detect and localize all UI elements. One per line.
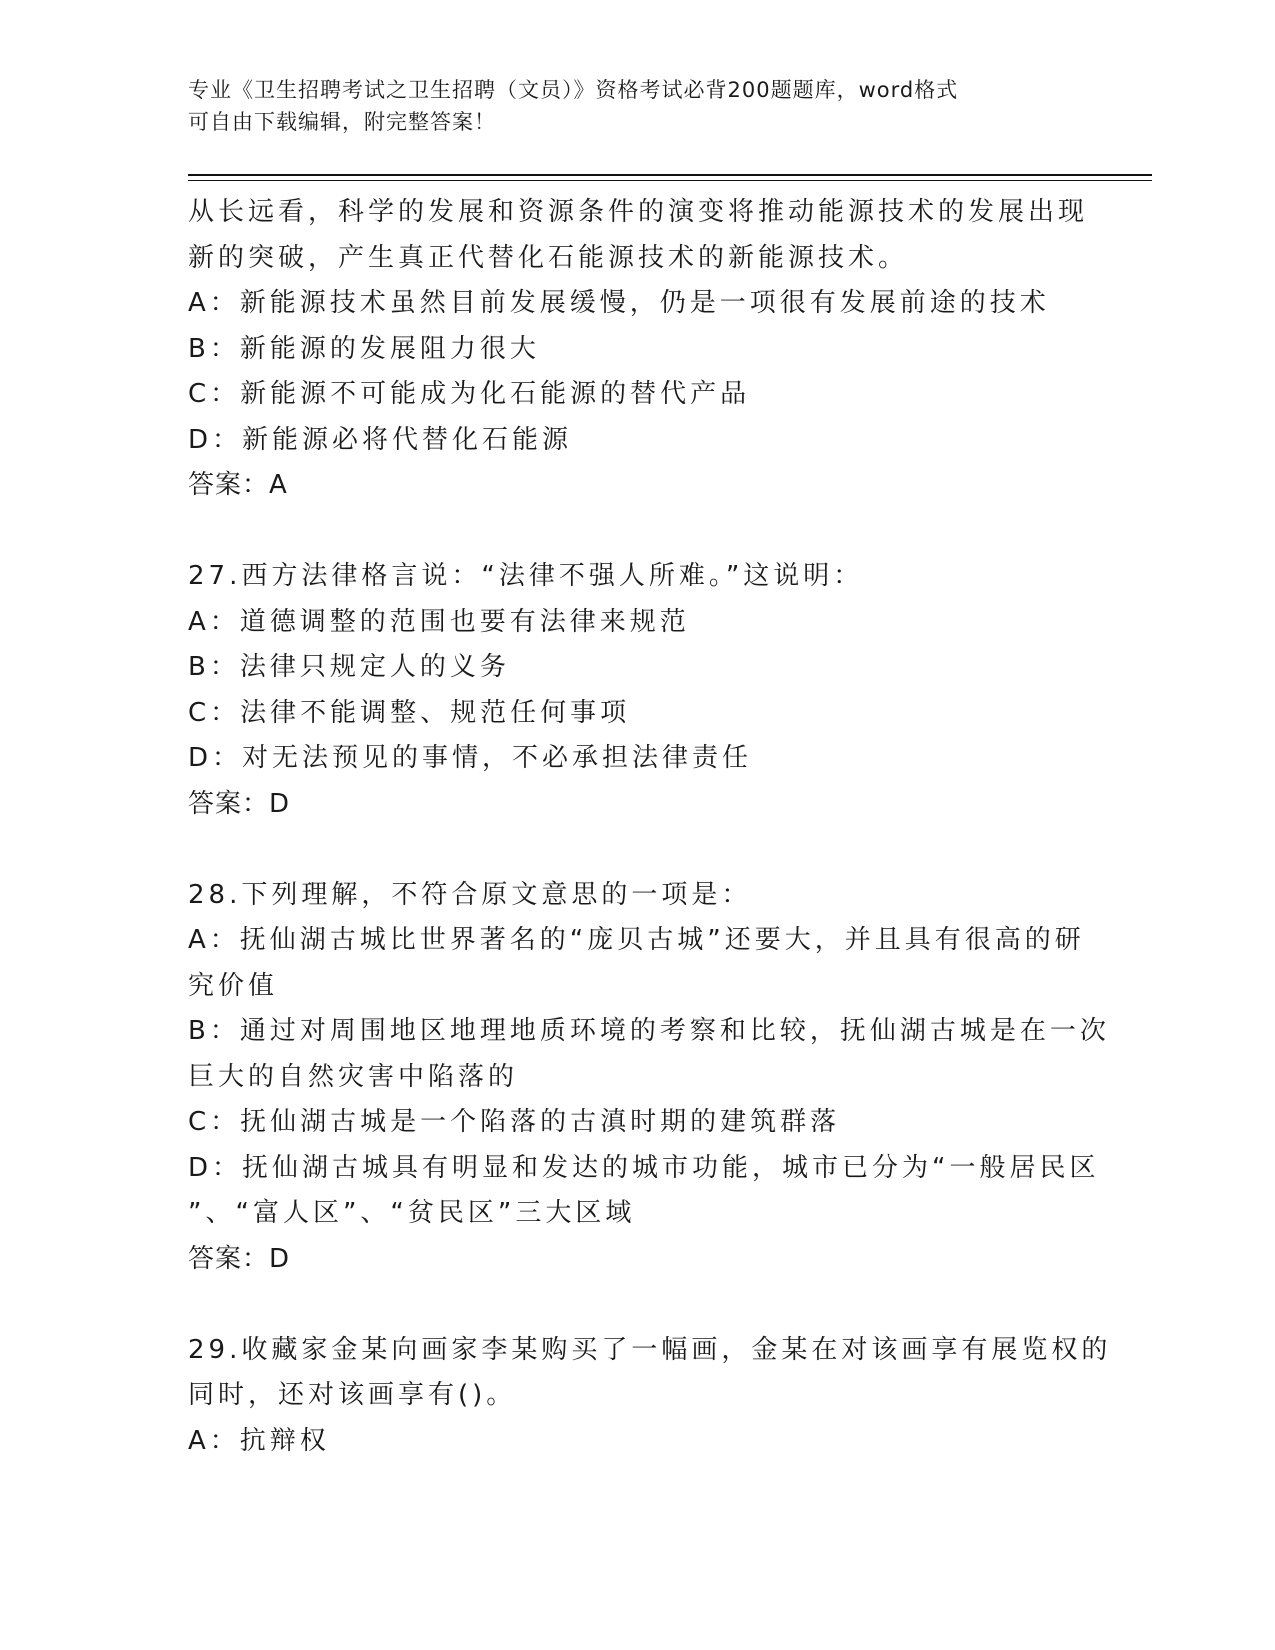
option-d-continued: ”、“富人区”、“贫民区”三大区域 xyxy=(188,1198,636,1228)
question-stem-continued: 同时，还对该画享有()。 xyxy=(188,1380,517,1410)
option-d: D：抚仙湖古城具有明显和发达的城市功能，城市已分为“一般居民区 xyxy=(188,1152,1100,1183)
option-a: A：抗辩权 xyxy=(188,1425,330,1456)
question-list xyxy=(188,190,1112,1464)
header-divider-thick xyxy=(188,174,1152,176)
header-title-line-2: 可自由下载编辑，附完整答案！ xyxy=(188,110,496,134)
option-a: A：抚仙湖古城比世界著名的“庞贝古城”还要大，并且具有很高的研 xyxy=(188,925,1085,955)
option-a: A：道德调整的范围也要有法律来规范 xyxy=(188,606,690,637)
answer-line: 答案：A xyxy=(188,470,288,500)
document-header xyxy=(188,74,1068,138)
spacer xyxy=(188,827,1088,873)
option-b-continued: 巨大的自然灾害中陷落的 xyxy=(188,1061,519,1092)
option-b: B：新能源的发展阻力很大 xyxy=(188,333,540,364)
question-block-continued xyxy=(188,190,1088,509)
question-28 xyxy=(188,873,1110,1283)
question-27 xyxy=(188,554,1088,827)
option-a-continued: 究价值 xyxy=(188,970,279,1001)
option-b: B：通过对周围地区地理地质环境的考察和比较，抚仙湖古城是在一次 xyxy=(188,1016,1110,1046)
option-c: C：法律不能调整、规范任何事项 xyxy=(188,697,631,728)
question-stem-line: 新的突破，产生真正代替化石能源技术的新能源技术。 xyxy=(188,242,909,273)
spacer xyxy=(188,1282,1088,1328)
option-d: D：新能源必将代替化石能源 xyxy=(188,424,573,455)
option-a: A：新能源技术虽然目前发展缓慢，仍是一项很有发展前途的技术 xyxy=(188,288,1050,318)
header-divider-thin xyxy=(188,180,1152,181)
question-stem: 28.下列理解，不符合原文意思的一项是： xyxy=(188,879,752,910)
option-d: D：对无法预见的事情，不必承担法律责任 xyxy=(188,743,753,773)
option-b: B：法律只规定人的义务 xyxy=(188,652,510,682)
spacer xyxy=(188,509,1088,555)
answer-line: 答案：D xyxy=(188,1243,291,1274)
option-c: C：新能源不可能成为化石能源的替代产品 xyxy=(188,379,751,409)
question-stem: 29.收藏家金某向画家李某购买了一幅画，金某在对该画享有展览权的 xyxy=(188,1334,1112,1365)
question-29 xyxy=(188,1328,1112,1465)
header-title-line-1: 专业《卫生招聘考试之卫生招聘（文员）》资格考试必背200题题库，word格式 xyxy=(188,78,959,102)
question-stem-line: 从长远看，科学的发展和资源条件的演变将推动能源技术的发展出现 xyxy=(188,197,1089,227)
answer-line: 答案：D xyxy=(188,788,291,819)
option-c: C：抚仙湖古城是一个陷落的古滇时期的建筑群落 xyxy=(188,1107,841,1137)
question-stem: 27.西方法律格言说：“法律不强人所难。”这说明： xyxy=(188,561,864,591)
